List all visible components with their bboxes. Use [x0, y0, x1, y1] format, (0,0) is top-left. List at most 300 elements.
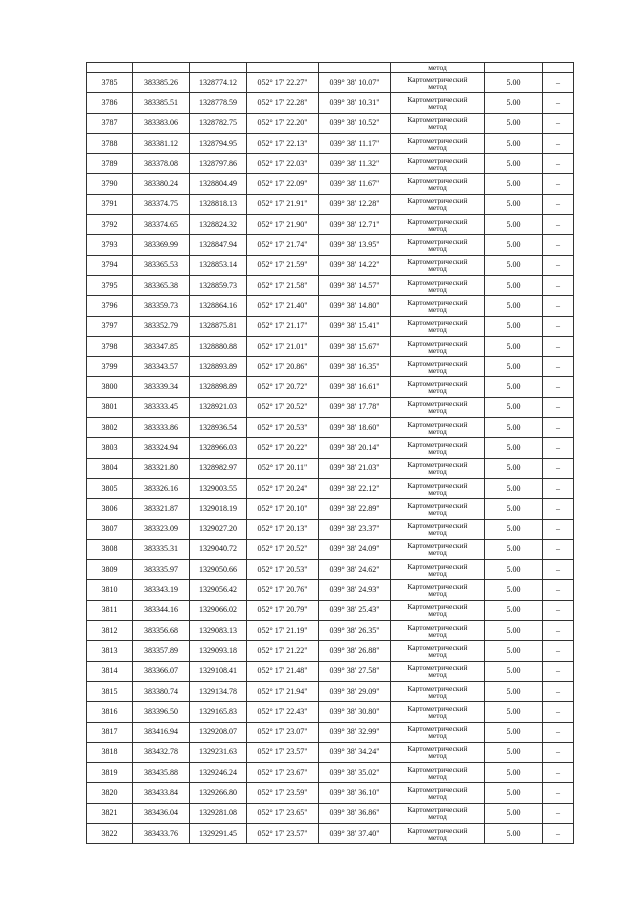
- longitude-cell: 039° 38' 11.32": [319, 154, 391, 174]
- longitude-cell: 039° 38' 10.07": [319, 73, 391, 93]
- latitude-cell: 052° 17' 21.90": [247, 215, 319, 235]
- method-cell: [391, 113, 485, 133]
- y-coordinate-cell: 1328966.03: [190, 438, 247, 458]
- longitude-cell: 039° 38' 16.35": [319, 357, 391, 377]
- table-row: [87, 580, 574, 600]
- longitude-cell: 039° 38' 14.22": [319, 255, 391, 275]
- x-coordinate-cell: 383324.94: [133, 438, 190, 458]
- longitude-cell: 039° 38' 15.67": [319, 336, 391, 356]
- latitude-cell: 052° 17' 21.17": [247, 316, 319, 336]
- method-line-1: Картометрический: [407, 460, 468, 470]
- method-line-2: метод: [428, 284, 447, 294]
- table-row: [87, 174, 574, 194]
- method-line-2: метод: [428, 670, 447, 680]
- point-number-cell: 3794: [87, 255, 133, 275]
- x-coordinate-cell: 383323.09: [133, 519, 190, 539]
- point-number-cell: 3821: [87, 803, 133, 823]
- method-line-1: Картометрический: [407, 439, 468, 449]
- method-line-2: метод: [428, 649, 447, 659]
- extra-cell: –: [543, 73, 574, 93]
- x-coordinate-cell: 383378.08: [133, 154, 190, 174]
- method-line-2: метод: [428, 609, 447, 619]
- point-number-cell: 3802: [87, 418, 133, 438]
- x-coordinate-cell: 383380.24: [133, 174, 190, 194]
- extra-cell: –: [543, 357, 574, 377]
- accuracy-cell: 5.00: [485, 174, 543, 194]
- y-coordinate-cell: 1328936.54: [190, 418, 247, 438]
- method-cell: [391, 681, 485, 701]
- method-line-2: метод: [428, 548, 447, 558]
- method-line-2: метод: [428, 751, 447, 761]
- extra-cell: –: [543, 823, 574, 843]
- extra-cell: –: [543, 519, 574, 539]
- y-coordinate-cell: 1328875.81: [190, 316, 247, 336]
- latitude-cell: 052° 17' 20.76": [247, 580, 319, 600]
- latitude-cell: 052° 17' 21.74": [247, 235, 319, 255]
- table-row: [87, 296, 574, 316]
- latitude-cell: 052° 17' 21.94": [247, 681, 319, 701]
- longitude-cell: 039° 38' 18.60": [319, 418, 391, 438]
- method-cell: [391, 397, 485, 417]
- longitude-cell: 039° 38' 11.17": [319, 133, 391, 153]
- method-line-1: Картометрический: [407, 724, 468, 734]
- point-number-cell: 3822: [87, 823, 133, 843]
- table-row: [87, 499, 574, 519]
- accuracy-cell: 5.00: [485, 823, 543, 843]
- extra-cell: –: [543, 621, 574, 641]
- extra-cell: –: [543, 539, 574, 559]
- table-row: [87, 418, 574, 438]
- x-coordinate-cell: 383385.26: [133, 73, 190, 93]
- latitude-cell: 052° 17' 22.20": [247, 113, 319, 133]
- method-cell: [391, 275, 485, 295]
- continuation-row: [87, 63, 574, 73]
- longitude-cell: 039° 38' 11.67": [319, 174, 391, 194]
- table-row: [87, 113, 574, 133]
- method-cell: [391, 783, 485, 803]
- method-line-2: метод: [428, 487, 447, 497]
- table-cell: [133, 63, 190, 73]
- method-cell: [391, 255, 485, 275]
- x-coordinate-cell: 383339.34: [133, 377, 190, 397]
- method-cell: [391, 702, 485, 722]
- table-cell: [319, 63, 391, 73]
- x-coordinate-cell: 383335.31: [133, 539, 190, 559]
- method-line-2: метод: [428, 507, 447, 517]
- latitude-cell: 052° 17' 23.57": [247, 742, 319, 762]
- table-cell: [543, 63, 574, 73]
- method-line-2: метод: [428, 386, 447, 396]
- method-line-1: Картометрический: [407, 358, 468, 368]
- latitude-cell: 052° 17' 22.27": [247, 73, 319, 93]
- table-row: [87, 73, 574, 93]
- point-number-cell: 3786: [87, 93, 133, 113]
- point-number-cell: 3811: [87, 600, 133, 620]
- x-coordinate-cell: 383432.78: [133, 742, 190, 762]
- y-coordinate-cell: 1329083.13: [190, 621, 247, 641]
- method-cell: [391, 763, 485, 783]
- accuracy-cell: 5.00: [485, 296, 543, 316]
- accuracy-cell: 5.00: [485, 681, 543, 701]
- table-row: [87, 742, 574, 762]
- y-coordinate-cell: 1328880.88: [190, 336, 247, 356]
- method-line-2: метод: [428, 446, 447, 456]
- method-cell: [391, 722, 485, 742]
- accuracy-cell: 5.00: [485, 661, 543, 681]
- table-row: [87, 255, 574, 275]
- extra-cell: –: [543, 235, 574, 255]
- method-line-2: метод: [428, 365, 447, 375]
- latitude-cell: 052° 17' 23.59": [247, 783, 319, 803]
- extra-cell: –: [543, 438, 574, 458]
- point-number-cell: 3800: [87, 377, 133, 397]
- table-row: [87, 133, 574, 153]
- x-coordinate-cell: 383365.38: [133, 275, 190, 295]
- latitude-cell: 052° 17' 20.24": [247, 478, 319, 498]
- point-number-cell: 3791: [87, 194, 133, 214]
- table-cell: [247, 63, 319, 73]
- longitude-cell: 039° 38' 20.14": [319, 438, 391, 458]
- extra-cell: –: [543, 742, 574, 762]
- extra-cell: –: [543, 154, 574, 174]
- accuracy-cell: 5.00: [485, 803, 543, 823]
- table-row: [87, 681, 574, 701]
- method-line-1: Картометрический: [407, 744, 468, 754]
- table-row: [87, 357, 574, 377]
- table-row: [87, 661, 574, 681]
- longitude-cell: 039° 38' 26.35": [319, 621, 391, 641]
- extra-cell: –: [543, 803, 574, 823]
- extra-cell: –: [543, 93, 574, 113]
- longitude-cell: 039° 38' 21.03": [319, 458, 391, 478]
- longitude-cell: 039° 38' 24.93": [319, 580, 391, 600]
- method-line-2: метод: [428, 589, 447, 599]
- longitude-cell: 039° 38' 27.58": [319, 661, 391, 681]
- table-row: [87, 621, 574, 641]
- y-coordinate-cell: 1328853.14: [190, 255, 247, 275]
- table-row: [87, 235, 574, 255]
- latitude-cell: 052° 17' 20.79": [247, 600, 319, 620]
- y-coordinate-cell: 1328797.86: [190, 154, 247, 174]
- point-number-cell: 3812: [87, 621, 133, 641]
- point-number-cell: 3805: [87, 478, 133, 498]
- x-coordinate-cell: 383396.50: [133, 702, 190, 722]
- latitude-cell: 052° 17' 20.53": [247, 418, 319, 438]
- y-coordinate-cell: 1328898.89: [190, 377, 247, 397]
- accuracy-cell: 5.00: [485, 255, 543, 275]
- longitude-cell: 039° 38' 12.71": [319, 215, 391, 235]
- y-coordinate-cell: 1329027.20: [190, 519, 247, 539]
- y-coordinate-cell: 1329003.55: [190, 478, 247, 498]
- method-line-1: Картометрический: [407, 642, 468, 652]
- y-coordinate-cell: 1328794.95: [190, 133, 247, 153]
- method-line-2: метод: [428, 81, 447, 91]
- extra-cell: –: [543, 113, 574, 133]
- accuracy-cell: 5.00: [485, 763, 543, 783]
- x-coordinate-cell: 383356.68: [133, 621, 190, 641]
- longitude-cell: 039° 38' 10.52": [319, 113, 391, 133]
- method-line-2: метод: [428, 528, 447, 538]
- method-line-2: метод: [428, 264, 447, 274]
- x-coordinate-cell: 383359.73: [133, 296, 190, 316]
- method-cell: [391, 499, 485, 519]
- method-cell: [391, 316, 485, 336]
- accuracy-cell: 5.00: [485, 519, 543, 539]
- x-coordinate-cell: 383374.75: [133, 194, 190, 214]
- method-line-1: Картометрический: [407, 622, 468, 632]
- method-line-2: метод: [428, 710, 447, 720]
- point-number-cell: 3795: [87, 275, 133, 295]
- method-line-2: метод: [428, 426, 447, 436]
- accuracy-cell: 5.00: [485, 194, 543, 214]
- extra-cell: –: [543, 194, 574, 214]
- y-coordinate-cell: 1329291.45: [190, 823, 247, 843]
- x-coordinate-cell: 383333.45: [133, 397, 190, 417]
- extra-cell: –: [543, 600, 574, 620]
- longitude-cell: 039° 38' 12.28": [319, 194, 391, 214]
- latitude-cell: 052° 17' 20.52": [247, 397, 319, 417]
- accuracy-cell: 5.00: [485, 742, 543, 762]
- point-number-cell: 3793: [87, 235, 133, 255]
- table-row: [87, 600, 574, 620]
- y-coordinate-cell: 1328824.32: [190, 215, 247, 235]
- method-line-2: метод: [428, 304, 447, 314]
- accuracy-cell: 5.00: [485, 154, 543, 174]
- extra-cell: –: [543, 377, 574, 397]
- method-line-1: Картометрический: [407, 338, 468, 348]
- extra-cell: –: [543, 702, 574, 722]
- table-row: [87, 823, 574, 843]
- method-cell: [391, 621, 485, 641]
- point-number-cell: 3790: [87, 174, 133, 194]
- point-number-cell: 3803: [87, 438, 133, 458]
- method-cell: [391, 296, 485, 316]
- latitude-cell: 052° 17' 21.40": [247, 296, 319, 316]
- method-line-2: метод: [428, 690, 447, 700]
- latitude-cell: 052° 17' 20.11": [247, 458, 319, 478]
- longitude-cell: 039° 38' 17.78": [319, 397, 391, 417]
- accuracy-cell: 5.00: [485, 722, 543, 742]
- extra-cell: –: [543, 580, 574, 600]
- longitude-cell: 039° 38' 36.86": [319, 803, 391, 823]
- method-cell: [391, 377, 485, 397]
- y-coordinate-cell: 1329281.08: [190, 803, 247, 823]
- x-coordinate-cell: 383385.51: [133, 93, 190, 113]
- method-line-1: Картометрический: [407, 216, 468, 226]
- method-line-2: метод: [428, 406, 447, 416]
- y-coordinate-cell: 1329266.80: [190, 783, 247, 803]
- latitude-cell: 052° 17' 21.59": [247, 255, 319, 275]
- y-coordinate-cell: 1329165.83: [190, 702, 247, 722]
- accuracy-cell: 5.00: [485, 235, 543, 255]
- x-coordinate-cell: 383433.84: [133, 783, 190, 803]
- table-row: [87, 215, 574, 235]
- y-coordinate-cell: 1329050.66: [190, 560, 247, 580]
- method-line-1: Картометрический: [407, 561, 468, 571]
- y-coordinate-cell: 1328818.13: [190, 194, 247, 214]
- method-line-1: Картометрический: [407, 521, 468, 531]
- method-line-1: Картометрический: [407, 663, 468, 673]
- point-number-cell: 3808: [87, 539, 133, 559]
- point-number-cell: 3807: [87, 519, 133, 539]
- method-cell: [391, 458, 485, 478]
- method-line-1: Картометрический: [407, 379, 468, 389]
- method-cell: [391, 661, 485, 681]
- longitude-cell: 039° 38' 35.02": [319, 763, 391, 783]
- point-number-cell: 3789: [87, 154, 133, 174]
- point-number-cell: 3787: [87, 113, 133, 133]
- method-line-1: Картометрический: [407, 703, 468, 713]
- y-coordinate-cell: 1329134.78: [190, 681, 247, 701]
- method-line-2: метод: [428, 162, 447, 172]
- y-coordinate-cell: 1329056.42: [190, 580, 247, 600]
- accuracy-cell: 5.00: [485, 357, 543, 377]
- table-row: [87, 336, 574, 356]
- y-coordinate-cell: 1329018.19: [190, 499, 247, 519]
- y-coordinate-cell: 1329208.07: [190, 722, 247, 742]
- extra-cell: –: [543, 560, 574, 580]
- method-cell: [391, 560, 485, 580]
- table-row: [87, 93, 574, 113]
- latitude-cell: 052° 17' 22.28": [247, 93, 319, 113]
- method-line-1: Картометрический: [407, 115, 468, 125]
- point-number-cell: 3799: [87, 357, 133, 377]
- y-coordinate-cell: 1328864.16: [190, 296, 247, 316]
- method-cell: [391, 215, 485, 235]
- table-cell: [87, 63, 133, 73]
- method-line-2: метод: [428, 467, 447, 477]
- continuation-method-text: метод: [428, 63, 447, 72]
- longitude-cell: 039° 38' 14.57": [319, 275, 391, 295]
- x-coordinate-cell: 383366.07: [133, 661, 190, 681]
- y-coordinate-cell: 1328982.97: [190, 458, 247, 478]
- method-cell: [391, 600, 485, 620]
- latitude-cell: 052° 17' 21.22": [247, 641, 319, 661]
- longitude-cell: 039° 38' 10.31": [319, 93, 391, 113]
- method-cell: [391, 418, 485, 438]
- table-body: [87, 63, 574, 844]
- y-coordinate-cell: 1328859.73: [190, 275, 247, 295]
- latitude-cell: 052° 17' 23.67": [247, 763, 319, 783]
- point-number-cell: 3816: [87, 702, 133, 722]
- x-coordinate-cell: 383344.16: [133, 600, 190, 620]
- extra-cell: –: [543, 681, 574, 701]
- latitude-cell: 052° 17' 20.72": [247, 377, 319, 397]
- longitude-cell: 039° 38' 30.80": [319, 702, 391, 722]
- method-cell: [391, 194, 485, 214]
- latitude-cell: 052° 17' 20.22": [247, 438, 319, 458]
- extra-cell: –: [543, 275, 574, 295]
- latitude-cell: 052° 17' 21.01": [247, 336, 319, 356]
- latitude-cell: 052° 17' 20.10": [247, 499, 319, 519]
- method-cell: [391, 235, 485, 255]
- accuracy-cell: 5.00: [485, 113, 543, 133]
- method-line-2: метод: [428, 629, 447, 639]
- latitude-cell: 052° 17' 23.65": [247, 803, 319, 823]
- latitude-cell: 052° 17' 22.03": [247, 154, 319, 174]
- accuracy-cell: 5.00: [485, 93, 543, 113]
- method-cell: [391, 519, 485, 539]
- latitude-cell: 052° 17' 21.91": [247, 194, 319, 214]
- table-row: [87, 519, 574, 539]
- x-coordinate-cell: 383343.57: [133, 357, 190, 377]
- point-number-cell: 3796: [87, 296, 133, 316]
- method-line-2: метод: [428, 203, 447, 213]
- y-coordinate-cell: 1329231.63: [190, 742, 247, 762]
- x-coordinate-cell: 383374.65: [133, 215, 190, 235]
- accuracy-cell: 5.00: [485, 499, 543, 519]
- y-coordinate-cell: 1328774.12: [190, 73, 247, 93]
- method-line-1: Картометрический: [407, 297, 468, 307]
- accuracy-cell: 5.00: [485, 438, 543, 458]
- table-cell: [190, 63, 247, 73]
- method-line-1: Картометрический: [407, 825, 468, 835]
- point-number-cell: 3788: [87, 133, 133, 153]
- longitude-cell: 039° 38' 22.12": [319, 478, 391, 498]
- method-line-1: Картометрический: [407, 683, 468, 693]
- x-coordinate-cell: 383333.86: [133, 418, 190, 438]
- accuracy-cell: 5.00: [485, 418, 543, 438]
- method-line-2: метод: [428, 812, 447, 822]
- longitude-cell: 039° 38' 36.10": [319, 783, 391, 803]
- latitude-cell: 052° 17' 22.13": [247, 133, 319, 153]
- accuracy-cell: 5.00: [485, 275, 543, 295]
- method-line-1: Картометрический: [407, 399, 468, 409]
- x-coordinate-cell: 383369.99: [133, 235, 190, 255]
- extra-cell: –: [543, 336, 574, 356]
- accuracy-cell: 5.00: [485, 73, 543, 93]
- longitude-cell: 039° 38' 26.88": [319, 641, 391, 661]
- table-row: [87, 438, 574, 458]
- longitude-cell: 039° 38' 23.37": [319, 519, 391, 539]
- accuracy-cell: 5.00: [485, 580, 543, 600]
- accuracy-cell: 5.00: [485, 539, 543, 559]
- table-row: [87, 397, 574, 417]
- method-cell: [391, 803, 485, 823]
- latitude-cell: 052° 17' 22.09": [247, 174, 319, 194]
- point-number-cell: 3814: [87, 661, 133, 681]
- method-line-1: Картометрический: [407, 602, 468, 612]
- method-line-2: метод: [428, 244, 447, 254]
- table-row: [87, 803, 574, 823]
- method-cell: [391, 539, 485, 559]
- point-number-cell: 3818: [87, 742, 133, 762]
- method-cell: [391, 641, 485, 661]
- table-row: [87, 539, 574, 559]
- method-line-2: метод: [428, 771, 447, 781]
- point-number-cell: 3813: [87, 641, 133, 661]
- longitude-cell: 039° 38' 14.80": [319, 296, 391, 316]
- x-coordinate-cell: 383380.74: [133, 681, 190, 701]
- accuracy-cell: 5.00: [485, 377, 543, 397]
- x-coordinate-cell: 383347.85: [133, 336, 190, 356]
- y-coordinate-cell: 1329066.02: [190, 600, 247, 620]
- longitude-cell: 039° 38' 13.95": [319, 235, 391, 255]
- accuracy-cell: 5.00: [485, 641, 543, 661]
- method-cell: [391, 63, 485, 73]
- method-cell: [391, 73, 485, 93]
- y-coordinate-cell: 1329040.72: [190, 539, 247, 559]
- method-cell: [391, 174, 485, 194]
- extra-cell: –: [543, 174, 574, 194]
- extra-cell: –: [543, 763, 574, 783]
- longitude-cell: 039° 38' 15.41": [319, 316, 391, 336]
- method-cell: [391, 742, 485, 762]
- x-coordinate-cell: 383433.76: [133, 823, 190, 843]
- extra-cell: –: [543, 316, 574, 336]
- accuracy-cell: 5.00: [485, 215, 543, 235]
- x-coordinate-cell: 383321.80: [133, 458, 190, 478]
